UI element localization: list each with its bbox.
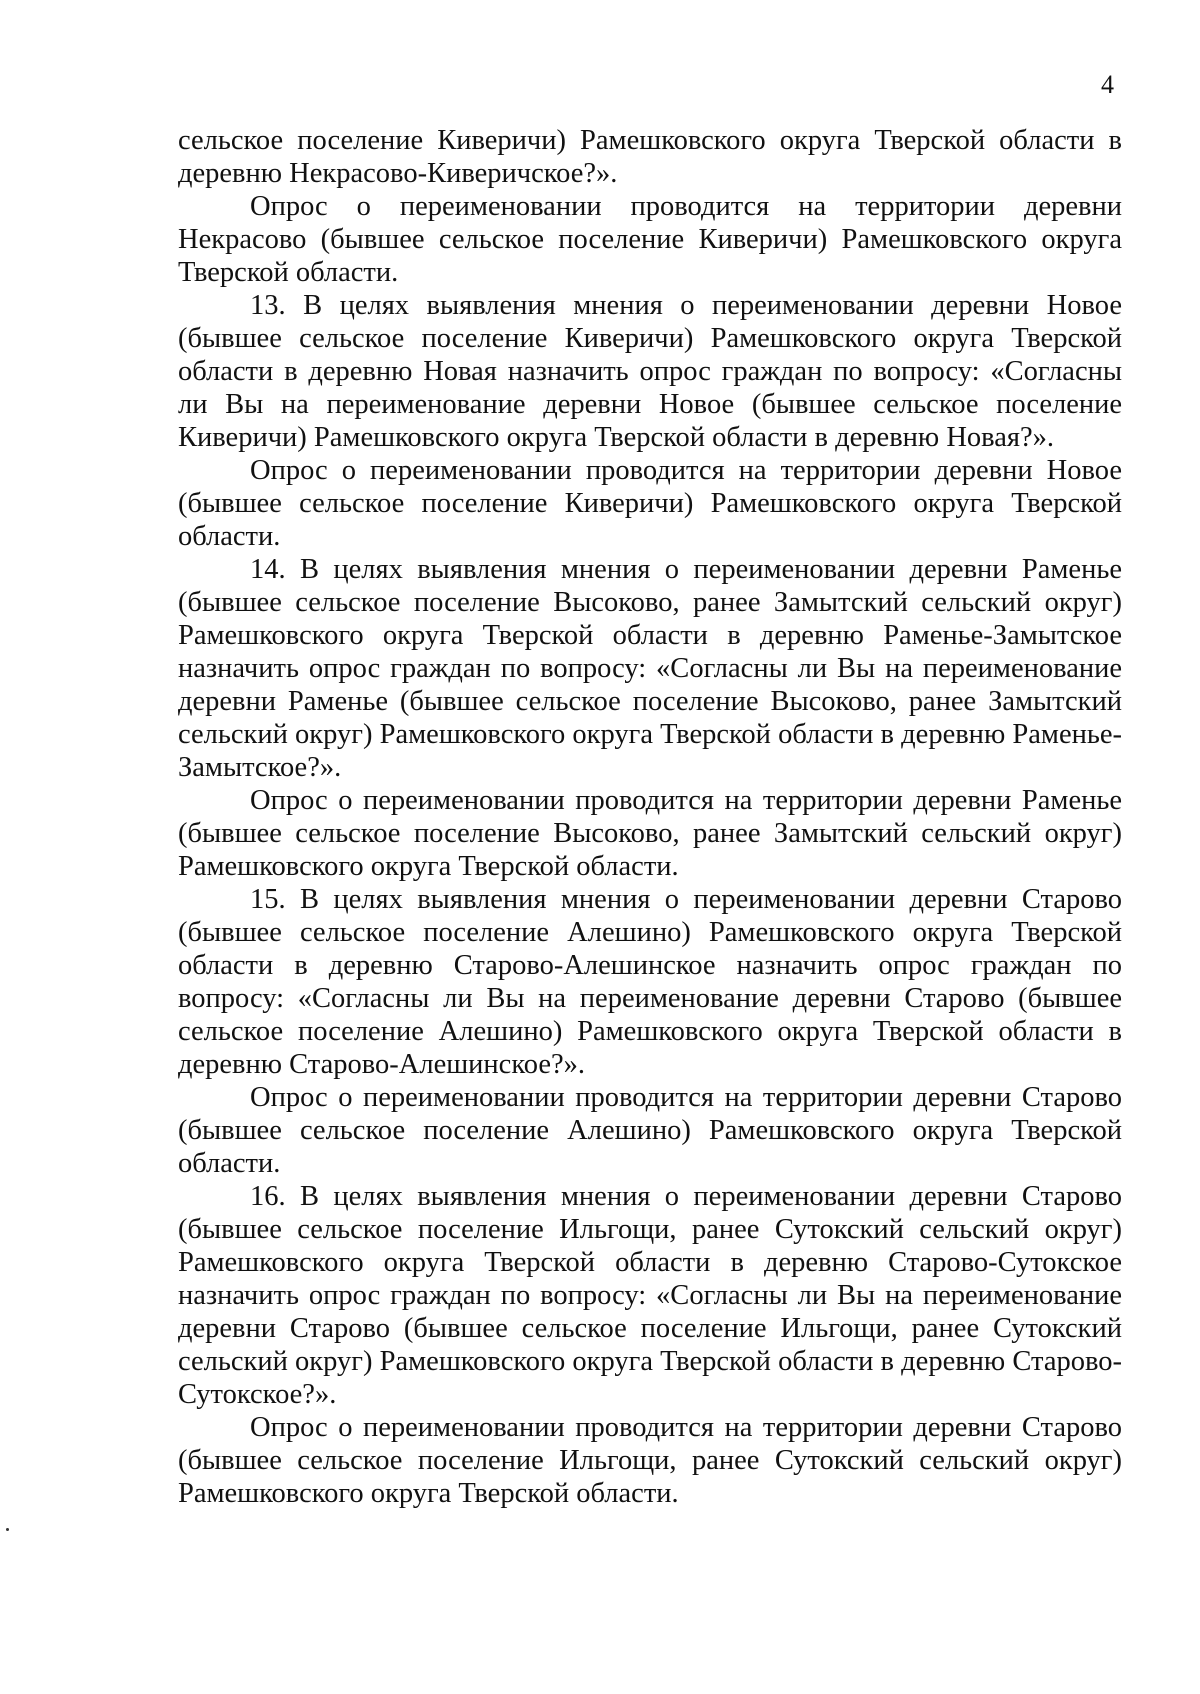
paragraph-item-15: 15. В целях выявления мнения о переименовании деревни Старово (бывшее сельское поселение Алешино) Рамешковского округа Тверской области в деревню Старово-Алешинское назначить опрос граждан по вопросу: «Согласны ли Вы на переименование деревни Старово (бывшее сельское поселение Алешино) Рамешковского округа Тверской области в деревню Старово-Алешинское?».	[178, 884, 1122, 1080]
paragraph-item-14: 14. В целях выявления мнения о переименовании деревни Раменье (бывшее сельское поселение Высоково, ранее Замытский сельский округ) Рамешковского округа Тверской области в деревню Раменье-Замытское назначить опрос граждан по вопросу: «Согласны ли Вы на переименование деревни Раменье (бывшее сельское поселение Высоково, ранее Замытский сельский округ) Рамешковского округа Тверской области в деревню Раменье-Замытское?».	[178, 554, 1122, 783]
page-number: 4	[1101, 70, 1114, 99]
paragraph-survey-novoe: Опрос о переименовании проводится на территории деревни Новое (бывшее сельское поселение Киверичи) Рамешковского округа Тверской области.	[178, 455, 1122, 552]
paragraph-survey-ramenye: Опрос о переименовании проводится на территории деревни Раменье (бывшее сельское поселение Высоково, ранее Замытский сельский округ) Рамешковского округа Тверской области.	[178, 785, 1122, 882]
paragraph-survey-nekrasovo: Опрос о переименовании проводится на территории деревни Некрасово (бывшее сельское поселение Киверичи) Рамешковского округа Тверской области.	[178, 191, 1122, 288]
scan-speck	[6, 1528, 9, 1531]
paragraph-item-16: 16. В целях выявления мнения о переименовании деревни Старово (бывшее сельское поселение Ильгощи, ранее Сутокский сельский округ) Рамешковского округа Тверской области в деревню Старово-Сутокское назначить опрос граждан по вопросу: «Согласны ли Вы на переименование деревни Старово (бывшее сельское поселение Ильгощи, ранее Сутокский сельский округ) Рамешковского округа Тверской области в деревню Старово-Сутокское?».	[178, 1181, 1122, 1410]
paragraph-continuation: сельское поселение Киверичи) Рамешковского округа Тверской области в деревню Некрасово-Киверичское?».	[178, 125, 1122, 189]
paragraph-survey-starovo-ilgoshchi: Опрос о переименовании проводится на территории деревни Старово (бывшее сельское поселение Ильгощи, ранее Сутокский сельский округ) Рамешковского округа Тверской области.	[178, 1412, 1122, 1509]
paragraph-item-13: 13. В целях выявления мнения о переименовании деревни Новое (бывшее сельское поселение Киверичи) Рамешковского округа Тверской области в деревню Новая назначить опрос граждан по вопросу: «Согласны ли Вы на переименование деревни Новое (бывшее сельское поселение Киверичи) Рамешковского округа Тверской области в деревню Новая?».	[178, 290, 1122, 453]
document-body	[178, 124, 1122, 1510]
paragraph-survey-starovo-aleshino: Опрос о переименовании проводится на территории деревни Старово (бывшее сельское поселение Алешино) Рамешковского округа Тверской области.	[178, 1082, 1122, 1179]
